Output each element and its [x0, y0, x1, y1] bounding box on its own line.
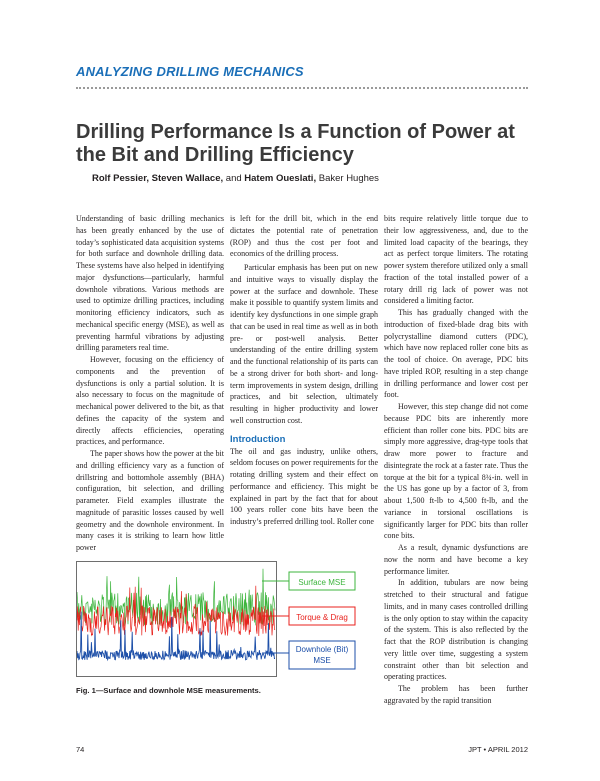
body-column-3 — [384, 213, 528, 707]
paragraph: The oil and gas industry, unlike others, seldom focuses on power requirements for the rotating drilling system and their effect on performance and efficiency. This might be explained in part by the fact that for about 100 years roller cone bits have been the industry’s preferred drilling tool. Roller cone — [230, 446, 378, 526]
article-authors — [92, 173, 379, 184]
introduction-heading: Introduction — [230, 433, 286, 445]
author-affiliation: Baker Hughes — [316, 173, 379, 184]
paragraph: The paper shows how the power at the bit and drilling efficiency vary as a function of drillstring and bottomhole assembly (BHA) configuration, bit selection, and drilling parameter. Field examples illustrate the magnitude of parasitic losses caused by well geometry and the downhole environment. In many cases it is striking to learn how little power — [76, 449, 224, 552]
legend-downhole-line2: MSE — [313, 656, 331, 665]
article-title: Drilling Performance Is a Function of Power at the Bit and Drilling Efficiency — [76, 121, 515, 166]
paragraph: As a result, dynamic dysfunctions are now the norm and have become a key performance limiter. — [384, 543, 528, 576]
authors-and: and — [223, 173, 245, 184]
author-last: Hatem Oueslati, — [244, 173, 317, 184]
paragraph: Understanding of basic drilling mechanics has been greatly enhanced by the use of today’s sophisticated data acquisition systems for both surface and downhole drilling data. These systems have also helped in identifying major dysfunctions—particularly, harmful downhole vibrations. Various methods are used to optimize drilling practices, including monitoring efficiency indicators, such as mechanical specific energy (MSE), as well as preventing harmful vibrations by adjusting drilling parameters real time. — [76, 214, 224, 353]
section-label: ANALYZING DRILLING MECHANICS — [76, 64, 304, 79]
legend-surface-mse: Surface MSE — [298, 578, 346, 587]
journal-footer: JPT • APRIL 2012 — [468, 745, 528, 754]
paragraph: The problem has been further aggravated by the rapid transition — [384, 684, 528, 705]
paragraph: In addition, tubulars are now being stretched to their structural and fatigue limits, and in many cases controlled drilling is the only option to stay within the capacity of the system. This is also reflected by the fact that the ROP distribution is changing very little over time, suggesting a system constraint other than bit selection and operating practices. — [384, 578, 528, 682]
paragraph: is left for the drill bit, which in the end dictates the potential rate of penetration (ROP) and thus the cost per foot and economics of the drilling process. — [230, 214, 378, 259]
body-column-1 — [76, 213, 224, 554]
paragraph: Particular emphasis has been put on new and intuitive ways to visually display the power at the surface and downhole. These make it possible to quantify system limits and identify key dysfunctions in one simple graph that can be used in real time as well as in both pre- or post-well analysis. Better understanding of the entire drilling system and the functional relationship of its parts can be a strong driver for both short- and long-term improvements in system design, drilling practices, and bit selection, ultimately resulting in higher productivity and lower well construction cost. — [230, 263, 378, 425]
legend-downhole-line1: Downhole (Bit) — [295, 645, 349, 654]
paragraph: This has gradually changed with the introduction of fixed-blade drag bits with polycrystalline diamond cutters (PDC), which have now replaced roller cone bits as the tool of choice. On average, PDC bits have tripled ROP, resulting in a step change in drilling performance and lower cost per foot. — [384, 308, 528, 400]
paragraph: However, focusing on the efficiency of components and the prevention of dysfunctions is only a partial solution. It is also necessary to focus on the magnitude of mechanical power delivered to the bit, as that defines the capacity of the system and directly affects efficiencies, operating practices, and performance. — [76, 355, 224, 447]
paragraph: bits require relatively little torque due to their low aggressiveness, and, due to the limited load capacity of the bearings, they act as perfect torque limiters. The rotating power system therefore utilized only a small fraction of the total installed power of a rotary drill rig lack of power was not considered a limiting factor. — [384, 214, 528, 306]
legend-torque-drag: Torque & Drag — [296, 613, 348, 622]
paragraph: However, this step change did not come because PDC bits are inherently more efficient than roller cone bits. PDC bits are simply more aggressive, drag-type tools that draw more power to fracture and disintegrate the rock at a faster rate. Thus the torque at the bit for a typical 8¾-in. well in the US has gone up by a factor of 3, from about 1,500 ft-lb to 4,500 ft-lb, and the variance in torsional oscillations is significantly larger for PDC bits than roller cone bits. — [384, 402, 529, 541]
page-number: 74 — [76, 745, 85, 754]
dotted-divider — [76, 87, 528, 89]
body-column-2 — [230, 213, 378, 528]
figure-caption: Fig. 1—Surface and downhole MSE measurements. — [76, 686, 261, 695]
mse-figure — [76, 561, 358, 677]
author-names: Rolf Pessier, Steven Wallace, — [92, 173, 224, 184]
